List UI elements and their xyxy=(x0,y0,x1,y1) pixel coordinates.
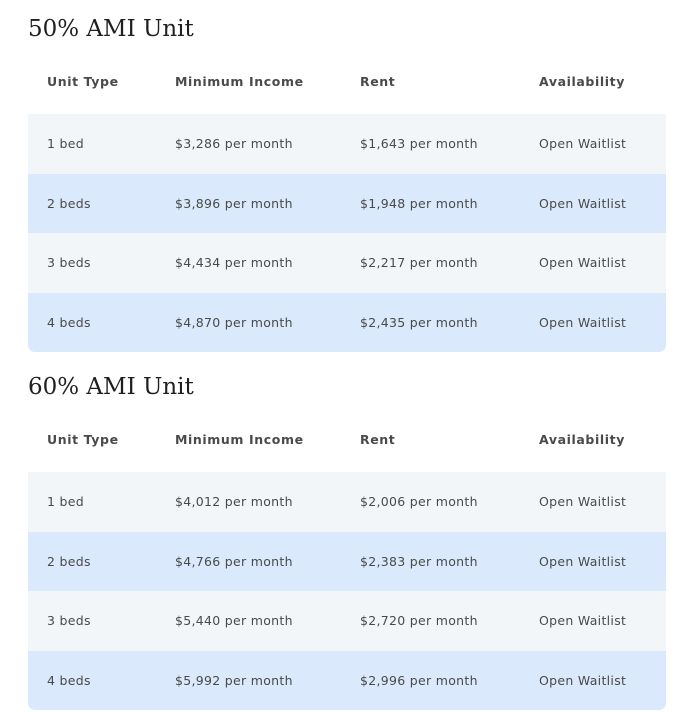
rent-cell: $1,948 per month xyxy=(360,195,478,211)
unit-type-cell: 2 beds xyxy=(47,195,91,211)
minimum-income-cell: $4,766 per month xyxy=(175,553,293,569)
unit-type-cell: 1 bed xyxy=(47,494,84,509)
table-row xyxy=(28,532,666,592)
availability-cell: Open Waitlist xyxy=(539,672,627,688)
header-availability: Availability xyxy=(539,432,625,447)
unit-type-cell: 3 beds xyxy=(47,613,91,628)
availability-cell: Open Waitlist xyxy=(539,255,627,270)
table-header-row xyxy=(28,414,666,472)
unit-type-cell: 2 beds xyxy=(47,553,91,569)
header-rent: Rent xyxy=(360,74,396,89)
section-title: 60% AMI Unit xyxy=(28,374,194,400)
header-rent: Rent xyxy=(360,432,396,447)
ami-50-table xyxy=(28,56,666,352)
minimum-income-cell: $3,286 per month xyxy=(175,136,293,151)
rent-cell: $2,996 per month xyxy=(360,672,478,688)
unit-type-cell: 3 beds xyxy=(47,255,91,270)
availability-cell: Open Waitlist xyxy=(539,613,627,628)
unit-type-cell: 4 beds xyxy=(47,314,91,330)
section-title: 50% AMI Unit xyxy=(28,16,194,42)
availability-cell: Open Waitlist xyxy=(539,195,627,211)
rent-cell: $2,217 per month xyxy=(360,255,478,270)
rent-cell: $1,643 per month xyxy=(360,136,478,151)
rent-cell: $2,383 per month xyxy=(360,553,478,569)
rent-cell: $2,006 per month xyxy=(360,494,478,509)
header-unit-type: Unit Type xyxy=(47,432,119,447)
ami-60-table xyxy=(28,414,666,710)
table-row xyxy=(28,591,666,651)
minimum-income-cell: $4,434 per month xyxy=(175,255,293,270)
table-row xyxy=(28,174,666,234)
unit-type-cell: 4 beds xyxy=(47,672,91,688)
rent-cell: $2,720 per month xyxy=(360,613,478,628)
table-row xyxy=(28,472,666,532)
table-row xyxy=(28,293,666,353)
availability-cell: Open Waitlist xyxy=(539,136,627,151)
minimum-income-cell: $3,896 per month xyxy=(175,195,293,211)
table-header-row xyxy=(28,56,666,114)
rent-cell: $2,435 per month xyxy=(360,314,478,330)
minimum-income-cell: $4,012 per month xyxy=(175,494,293,509)
header-minimum-income: Minimum Income xyxy=(175,432,304,447)
unit-type-cell: 1 bed xyxy=(47,136,84,151)
availability-cell: Open Waitlist xyxy=(539,553,627,569)
header-minimum-income: Minimum Income xyxy=(175,74,304,89)
minimum-income-cell: $4,870 per month xyxy=(175,314,293,330)
header-availability: Availability xyxy=(539,74,625,89)
header-unit-type: Unit Type xyxy=(47,74,119,89)
minimum-income-cell: $5,992 per month xyxy=(175,672,293,688)
availability-cell: Open Waitlist xyxy=(539,494,627,509)
table-row xyxy=(28,233,666,293)
table-row xyxy=(28,651,666,711)
minimum-income-cell: $5,440 per month xyxy=(175,613,293,628)
table-row xyxy=(28,114,666,174)
availability-cell: Open Waitlist xyxy=(539,314,627,330)
table-body xyxy=(28,472,666,710)
table-body xyxy=(28,114,666,352)
